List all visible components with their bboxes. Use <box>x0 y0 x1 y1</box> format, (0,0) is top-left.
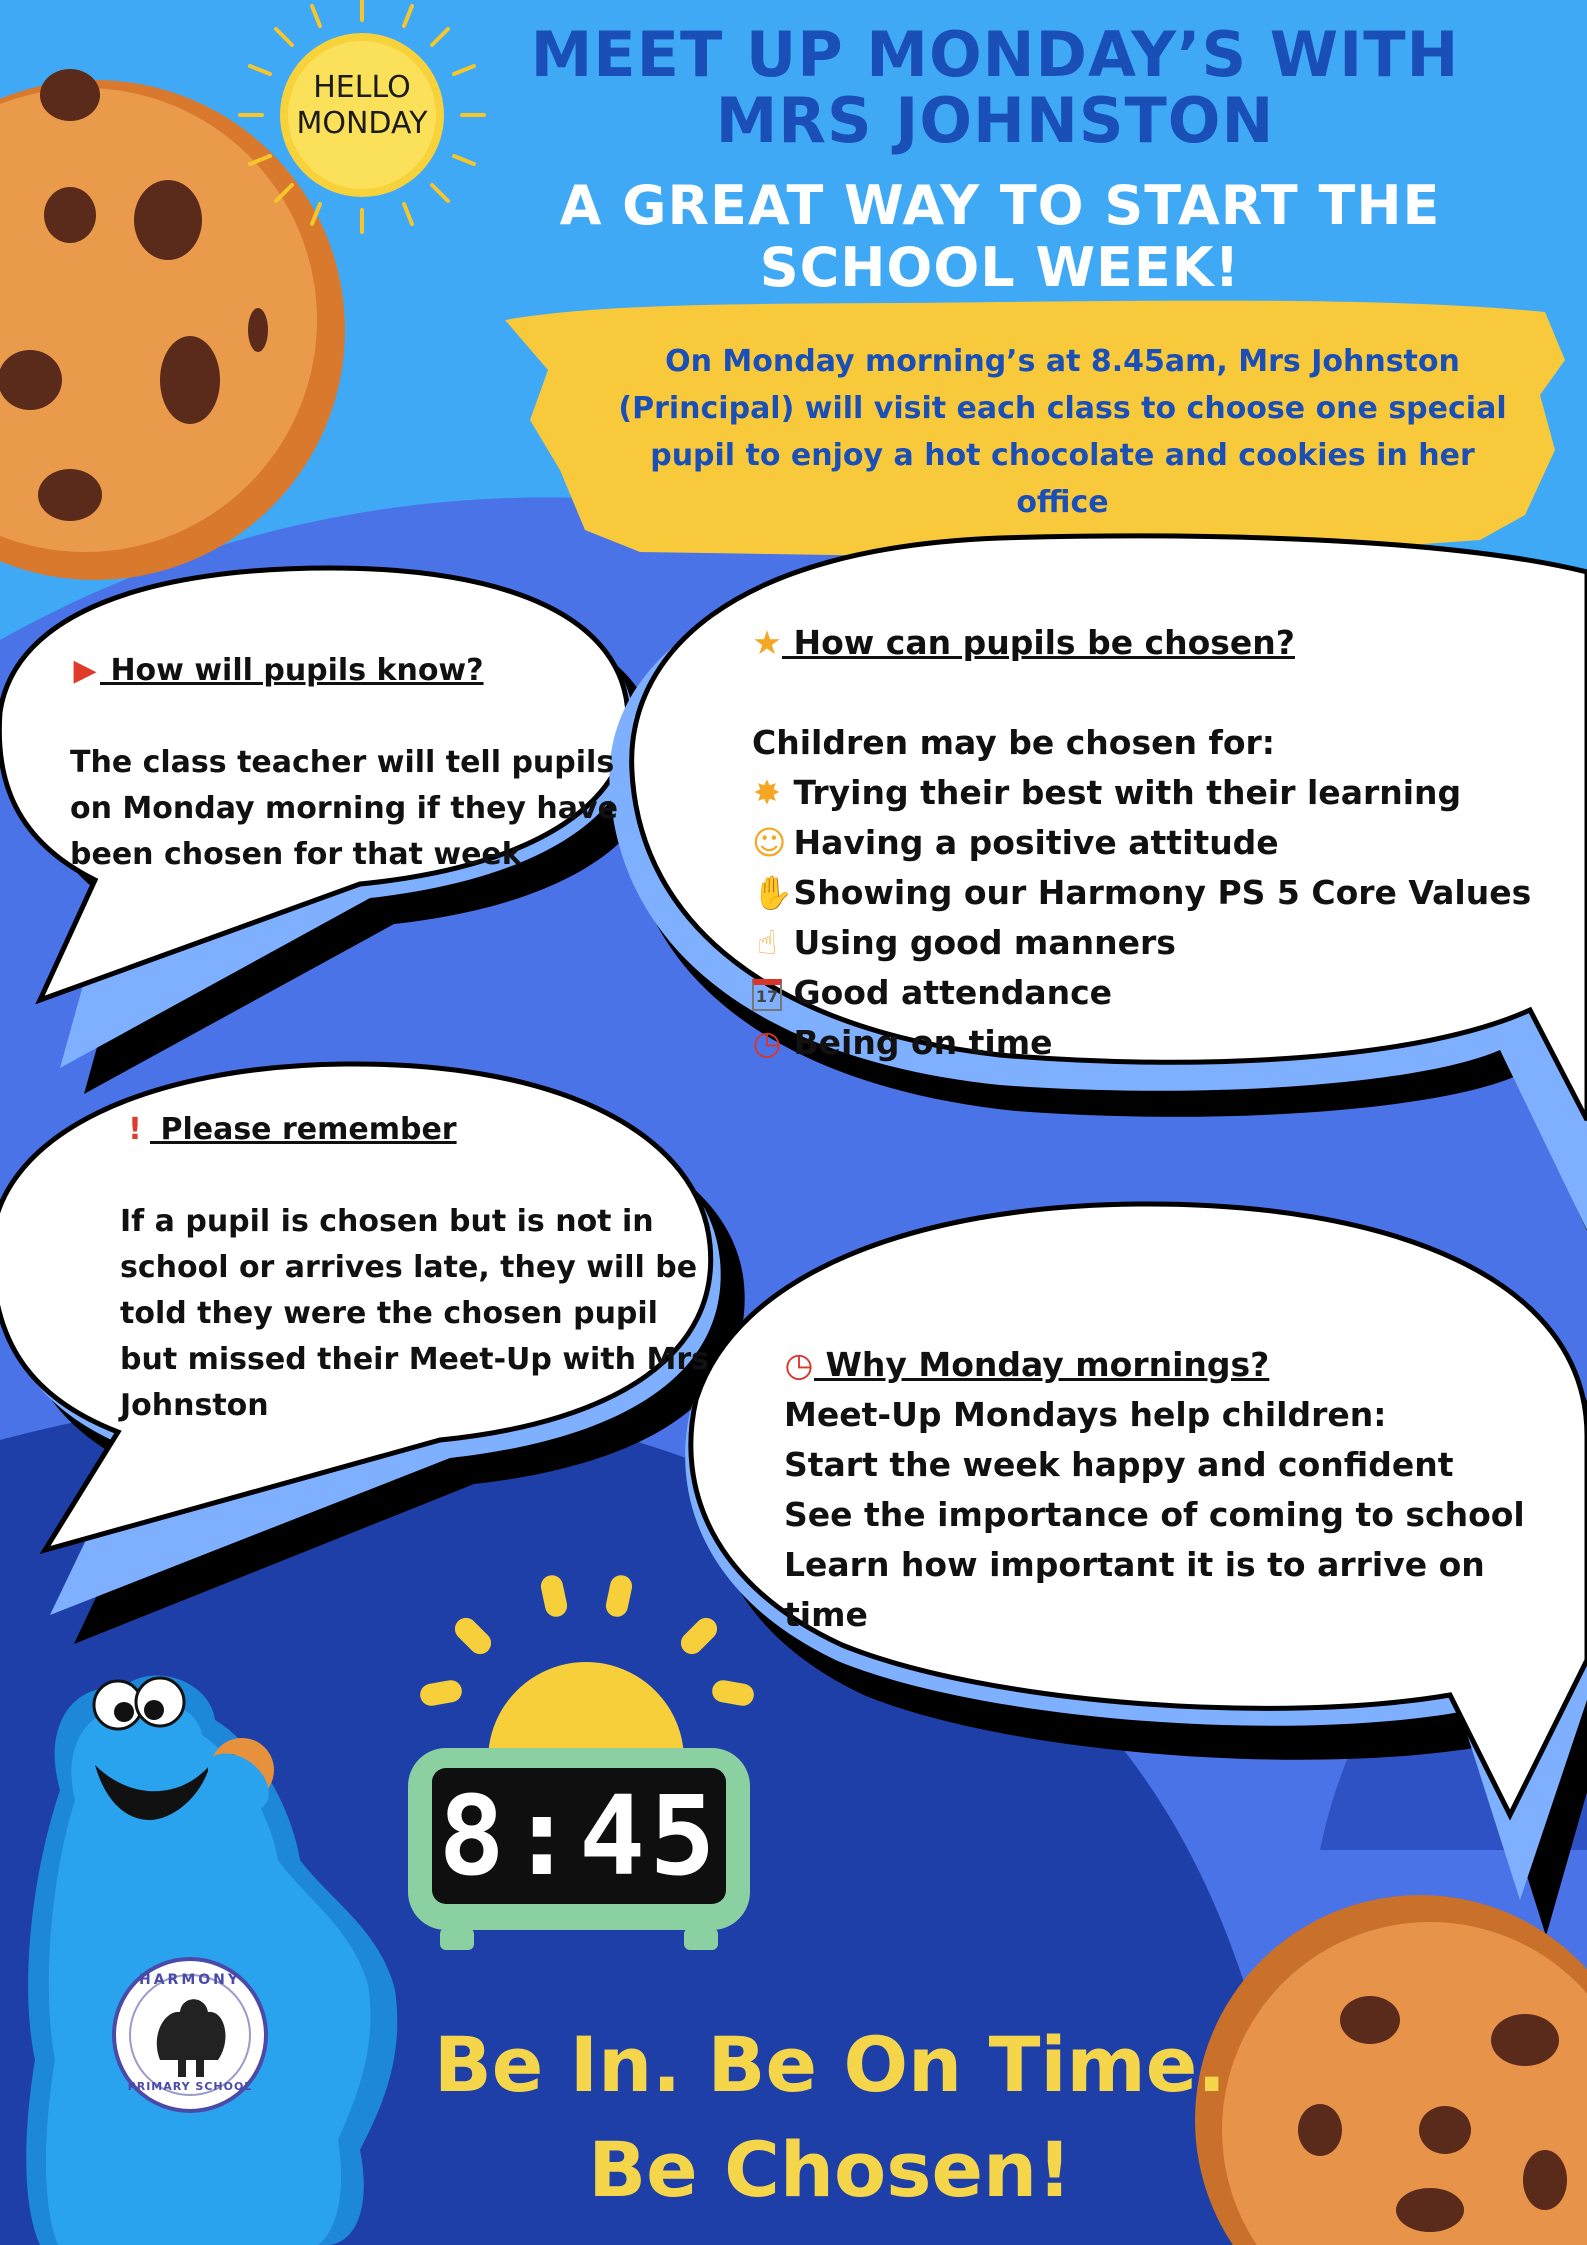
school-logo-bottom: PRIMARY SCHOOL <box>127 2080 253 2093</box>
intro-text: On Monday morning’s at 8.45am, Mrs Johnston (Principal) will visit each class to choose one special pupil to enjoy a hot chocolate and cookies in her office <box>618 344 1507 520</box>
list-item: ☝ Using good manners <box>752 918 1572 968</box>
slogan-line-2: Be Chosen! <box>588 2125 1072 2214</box>
list-item: Meet-Up Mondays help children: <box>784 1395 1387 1434</box>
bubble-remember-heading: ! Please remember <box>120 1107 710 1153</box>
bubble-why-heading: ◷ Why Monday mornings? <box>784 1340 1574 1390</box>
badge-line-1: HELLO <box>313 70 411 105</box>
megaphone-icon: ▶ <box>73 653 97 688</box>
star-icon: ★ <box>752 623 782 662</box>
bubble-remember-text <box>120 1107 710 1429</box>
badge-line-2: MONDAY <box>296 106 428 141</box>
alarm-clock-icon: ◷ <box>784 1345 814 1384</box>
bubble-remember-body: If a pupil is chosen but is not in school or arrives late, they will be told they were the chosen pupil but missed their Meet-Up with Mrs Johnston <box>120 1204 709 1423</box>
list-item: 17 Good attendance <box>752 968 1572 1018</box>
exclamation-icon: ! <box>128 1112 142 1147</box>
handshake-icon: ✋ <box>752 873 794 912</box>
page-title: MEET UP MONDAY’S WITH MRS JOHNSTON <box>530 18 1460 157</box>
smiley-icon: ☺ <box>752 823 787 862</box>
clock-display: 8:45 <box>438 1772 720 1900</box>
alarm-clock-icon: ◷ <box>752 1023 782 1062</box>
hello-monday-badge <box>292 70 432 142</box>
list-item: ✸ Trying their best with their learning <box>752 768 1572 818</box>
bubble-why-text <box>784 1340 1574 1640</box>
bubble-know-body: The class teacher will tell pupils on Monday morning if they have been chosen for that week <box>70 745 618 872</box>
sparkle-star-icon: ✸ <box>753 773 781 812</box>
list-item: See the importance of coming to school <box>784 1495 1525 1534</box>
school-logo-top: HARMONY <box>138 1972 242 1988</box>
slogan-line-1: Be In. Be On Time. <box>433 2020 1227 2109</box>
list-item: Learn how important it is to arrive on time <box>784 1545 1485 1634</box>
bubble-chosen-intro: Children may be chosen for: <box>752 723 1275 762</box>
bubble-know-text <box>70 648 650 878</box>
list-item: Start the week happy and confident <box>784 1445 1454 1484</box>
list-item: ◷ Being on time <box>752 1018 1572 1068</box>
bubble-know-heading: ▶ How will pupils know? <box>70 648 650 694</box>
praying-hands-icon: ☝ <box>756 923 778 962</box>
list-item: ☺ Having a positive attitude <box>752 818 1572 868</box>
bubble-chosen-text <box>752 618 1572 1068</box>
calendar-icon: 17 <box>752 979 782 1011</box>
page-subtitle: A GREAT WAY TO START THE SCHOOL WEEK! <box>559 174 1441 299</box>
list-item: ✋ Showing our Harmony PS 5 Core Values <box>752 868 1572 918</box>
bubble-chosen-heading: ★ How can pupils be chosen? <box>752 618 1572 668</box>
